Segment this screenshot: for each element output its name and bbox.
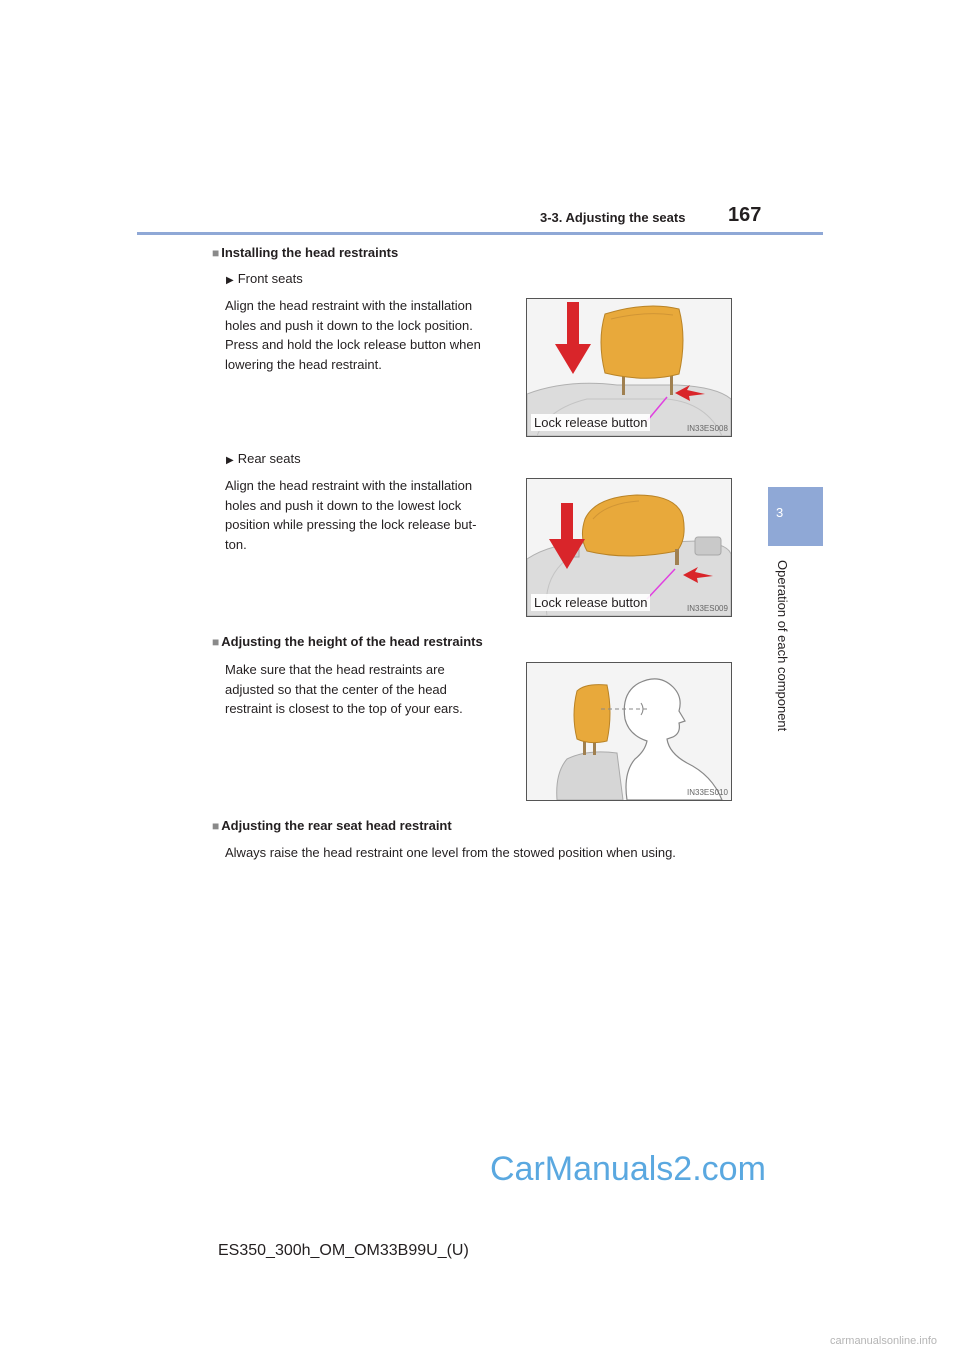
chapter-number: 3 <box>776 505 784 520</box>
callout-lock-release-rear: Lock release button <box>531 594 650 611</box>
figure-code: IN33ES008 <box>687 424 728 433</box>
heading-height <box>212 634 483 649</box>
subheading-text: Front seats <box>237 271 303 286</box>
subheading-rear-seats <box>226 451 301 466</box>
figure-height-adjustment <box>526 662 732 801</box>
watermark-secondary: carmanualsonline.info <box>830 1335 938 1347</box>
chapter-title: Operation of each component <box>775 560 790 732</box>
triangle-bullet-icon: ▶ <box>226 275 234 286</box>
text-line: holes and push it down to the lowest lock <box>225 497 462 513</box>
heading-text: Installing the head restraints <box>221 245 399 260</box>
text-line: Make sure that the head restraints are <box>225 662 445 677</box>
heading-text: Adjusting the rear seat head restraint <box>221 818 452 833</box>
header-rule <box>137 232 823 235</box>
subheading-front-seats <box>226 271 303 286</box>
front-seats-paragraph <box>225 296 507 374</box>
watermark-primary: CarManuals2.com <box>490 1150 766 1188</box>
figure-front-seat-restraint <box>526 298 732 437</box>
heading-text: Adjusting the height of the head restraints <box>221 634 483 649</box>
document-code: ES350_300h_OM_OM33B99U_(U) <box>218 1242 469 1259</box>
text-line: adjusted so that the center of the head <box>225 681 447 697</box>
subheading-text: Rear seats <box>237 451 301 466</box>
page-number: 167 <box>728 204 762 226</box>
figure-rear-seat-restraint <box>526 478 732 617</box>
text-line: holes and push it down to the lock position. <box>225 317 473 333</box>
heading-installing <box>212 245 398 260</box>
text-line: Align the head restraint with the installation <box>225 478 473 493</box>
height-paragraph <box>225 660 507 719</box>
triangle-bullet-icon: ▶ <box>226 455 234 466</box>
square-bullet-icon: ■ <box>212 819 220 833</box>
heading-rear-adjust <box>212 818 452 833</box>
square-bullet-icon: ■ <box>212 246 220 260</box>
height-illustration <box>527 663 731 800</box>
text-line: Press and hold the lock release button when <box>225 337 481 352</box>
text-line: position while pressing the lock release but- <box>225 517 477 532</box>
figure-code: IN33ES009 <box>687 604 728 613</box>
text-line: lowering the head restraint. <box>225 356 382 372</box>
text-line: ton. <box>225 536 247 552</box>
callout-lock-release-front: Lock release button <box>531 414 650 431</box>
text-line: restraint is closest to the top of your ears. <box>225 701 463 716</box>
figure-code: IN33ES010 <box>687 788 728 797</box>
rear-adjust-paragraph: Always raise the head restraint one level from the stowed position when using. <box>225 845 676 860</box>
square-bullet-icon: ■ <box>212 635 220 649</box>
text-line: Align the head restraint with the installation <box>225 298 473 313</box>
section-title: 3-3. Adjusting the seats <box>540 210 686 225</box>
rear-seats-paragraph <box>225 476 507 554</box>
